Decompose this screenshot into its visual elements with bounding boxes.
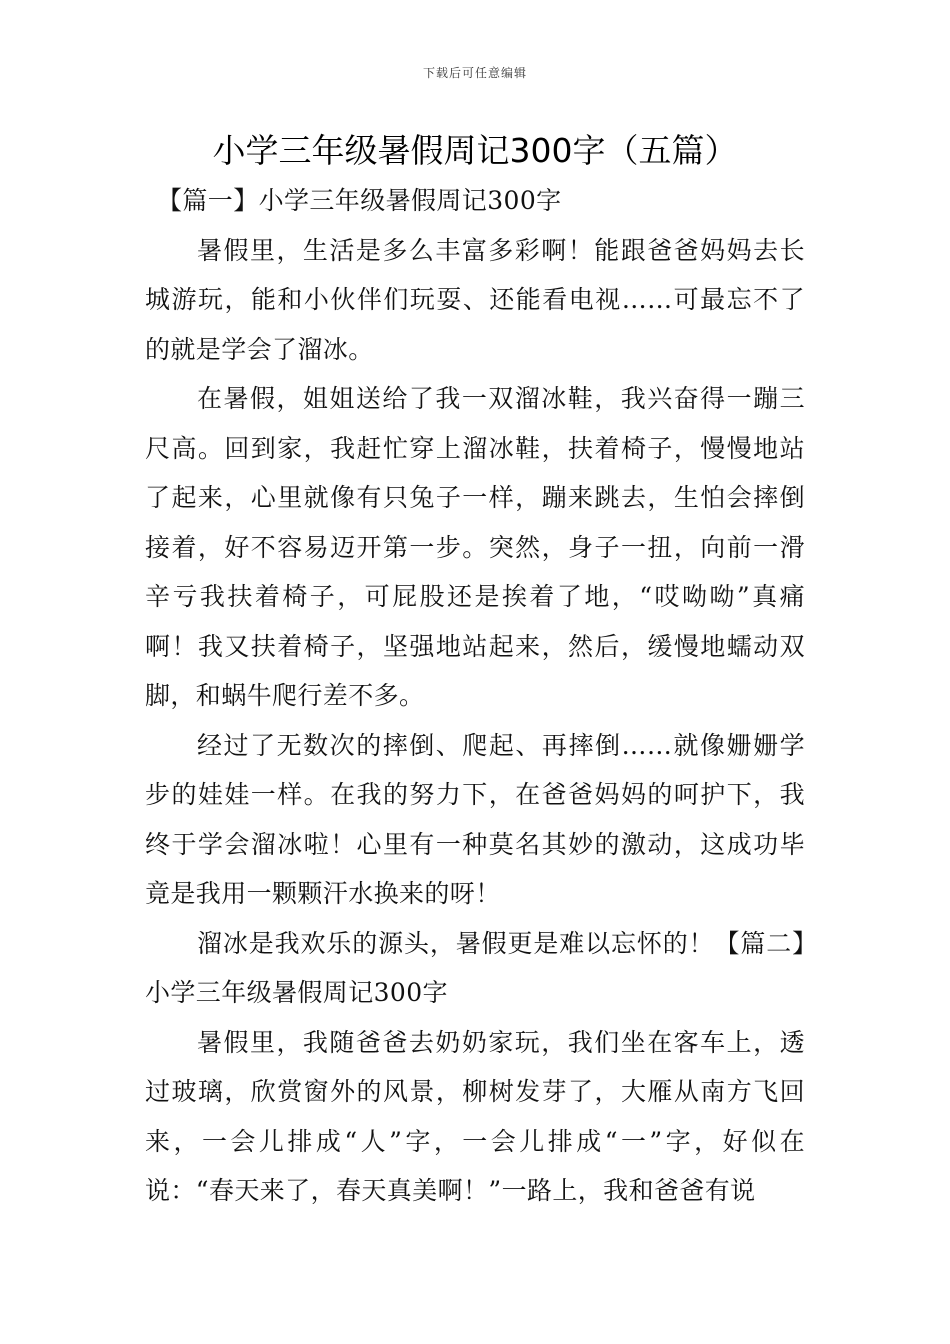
paragraph-4: 溜冰是我欢乐的源头，暑假更是难以忘怀的！【篇二】小学三年级暑假周记300字: [145, 928, 805, 1007]
paragraph-3: 经过了无数次的摔倒、爬起、再摔倒……就像姗姗学步的娃娃一样。在我的努力下，在爸爸妈妈的呵护下，我终于学会溜冰啦！心里有一种莫名其妙的激动，这成功毕竟是我用一颗颗汗水换来的呀！: [145, 730, 805, 908]
paragraph-2: 在暑假，姐姐送给了我一双溜冰鞋，我兴奋得一蹦三尺高。回到家，我赶忙穿上溜冰鞋，扶着椅子，慢慢地站了起来，心里就像有只兔子一样，蹦来跳去，生怕会摔倒接着，好不容易迈开第一步。突然，身子一扭，向前一滑辛亏我扶着椅子，可屁股还是挨着了地，“哎呦呦”真痛啊！我又扶着椅子，坚强地站起来，然后，缓慢地蠕动双脚，和蜗牛爬行差不多。: [145, 384, 805, 710]
header-note: 下载后可任意编辑: [422, 66, 527, 80]
paragraph-5: 暑假里，我随爸爸去奶奶家玩，我们坐在客车上，透过玻璃，欣赏窗外的风景，柳树发芽了，大雁从南方飞回来，一会儿排成“人”字，一会儿排成“一”字，好似在说：“春天来了，春天真美啊！”一路上，我和爸爸有说: [145, 1027, 805, 1205]
document-body: [145, 176, 805, 1216]
section-heading-1: 【篇一】小学三年级暑假周记300字: [157, 186, 562, 215]
document-title: 小学三年级暑假周记300字（五篇）: [212, 131, 738, 170]
paragraph-1: 暑假里，生活是多么丰富多彩啊！能跟爸爸妈妈去长城游玩，能和小伙伴们玩耍、还能看电视……可最忘不了的就是学会了溜冰。: [145, 235, 805, 364]
